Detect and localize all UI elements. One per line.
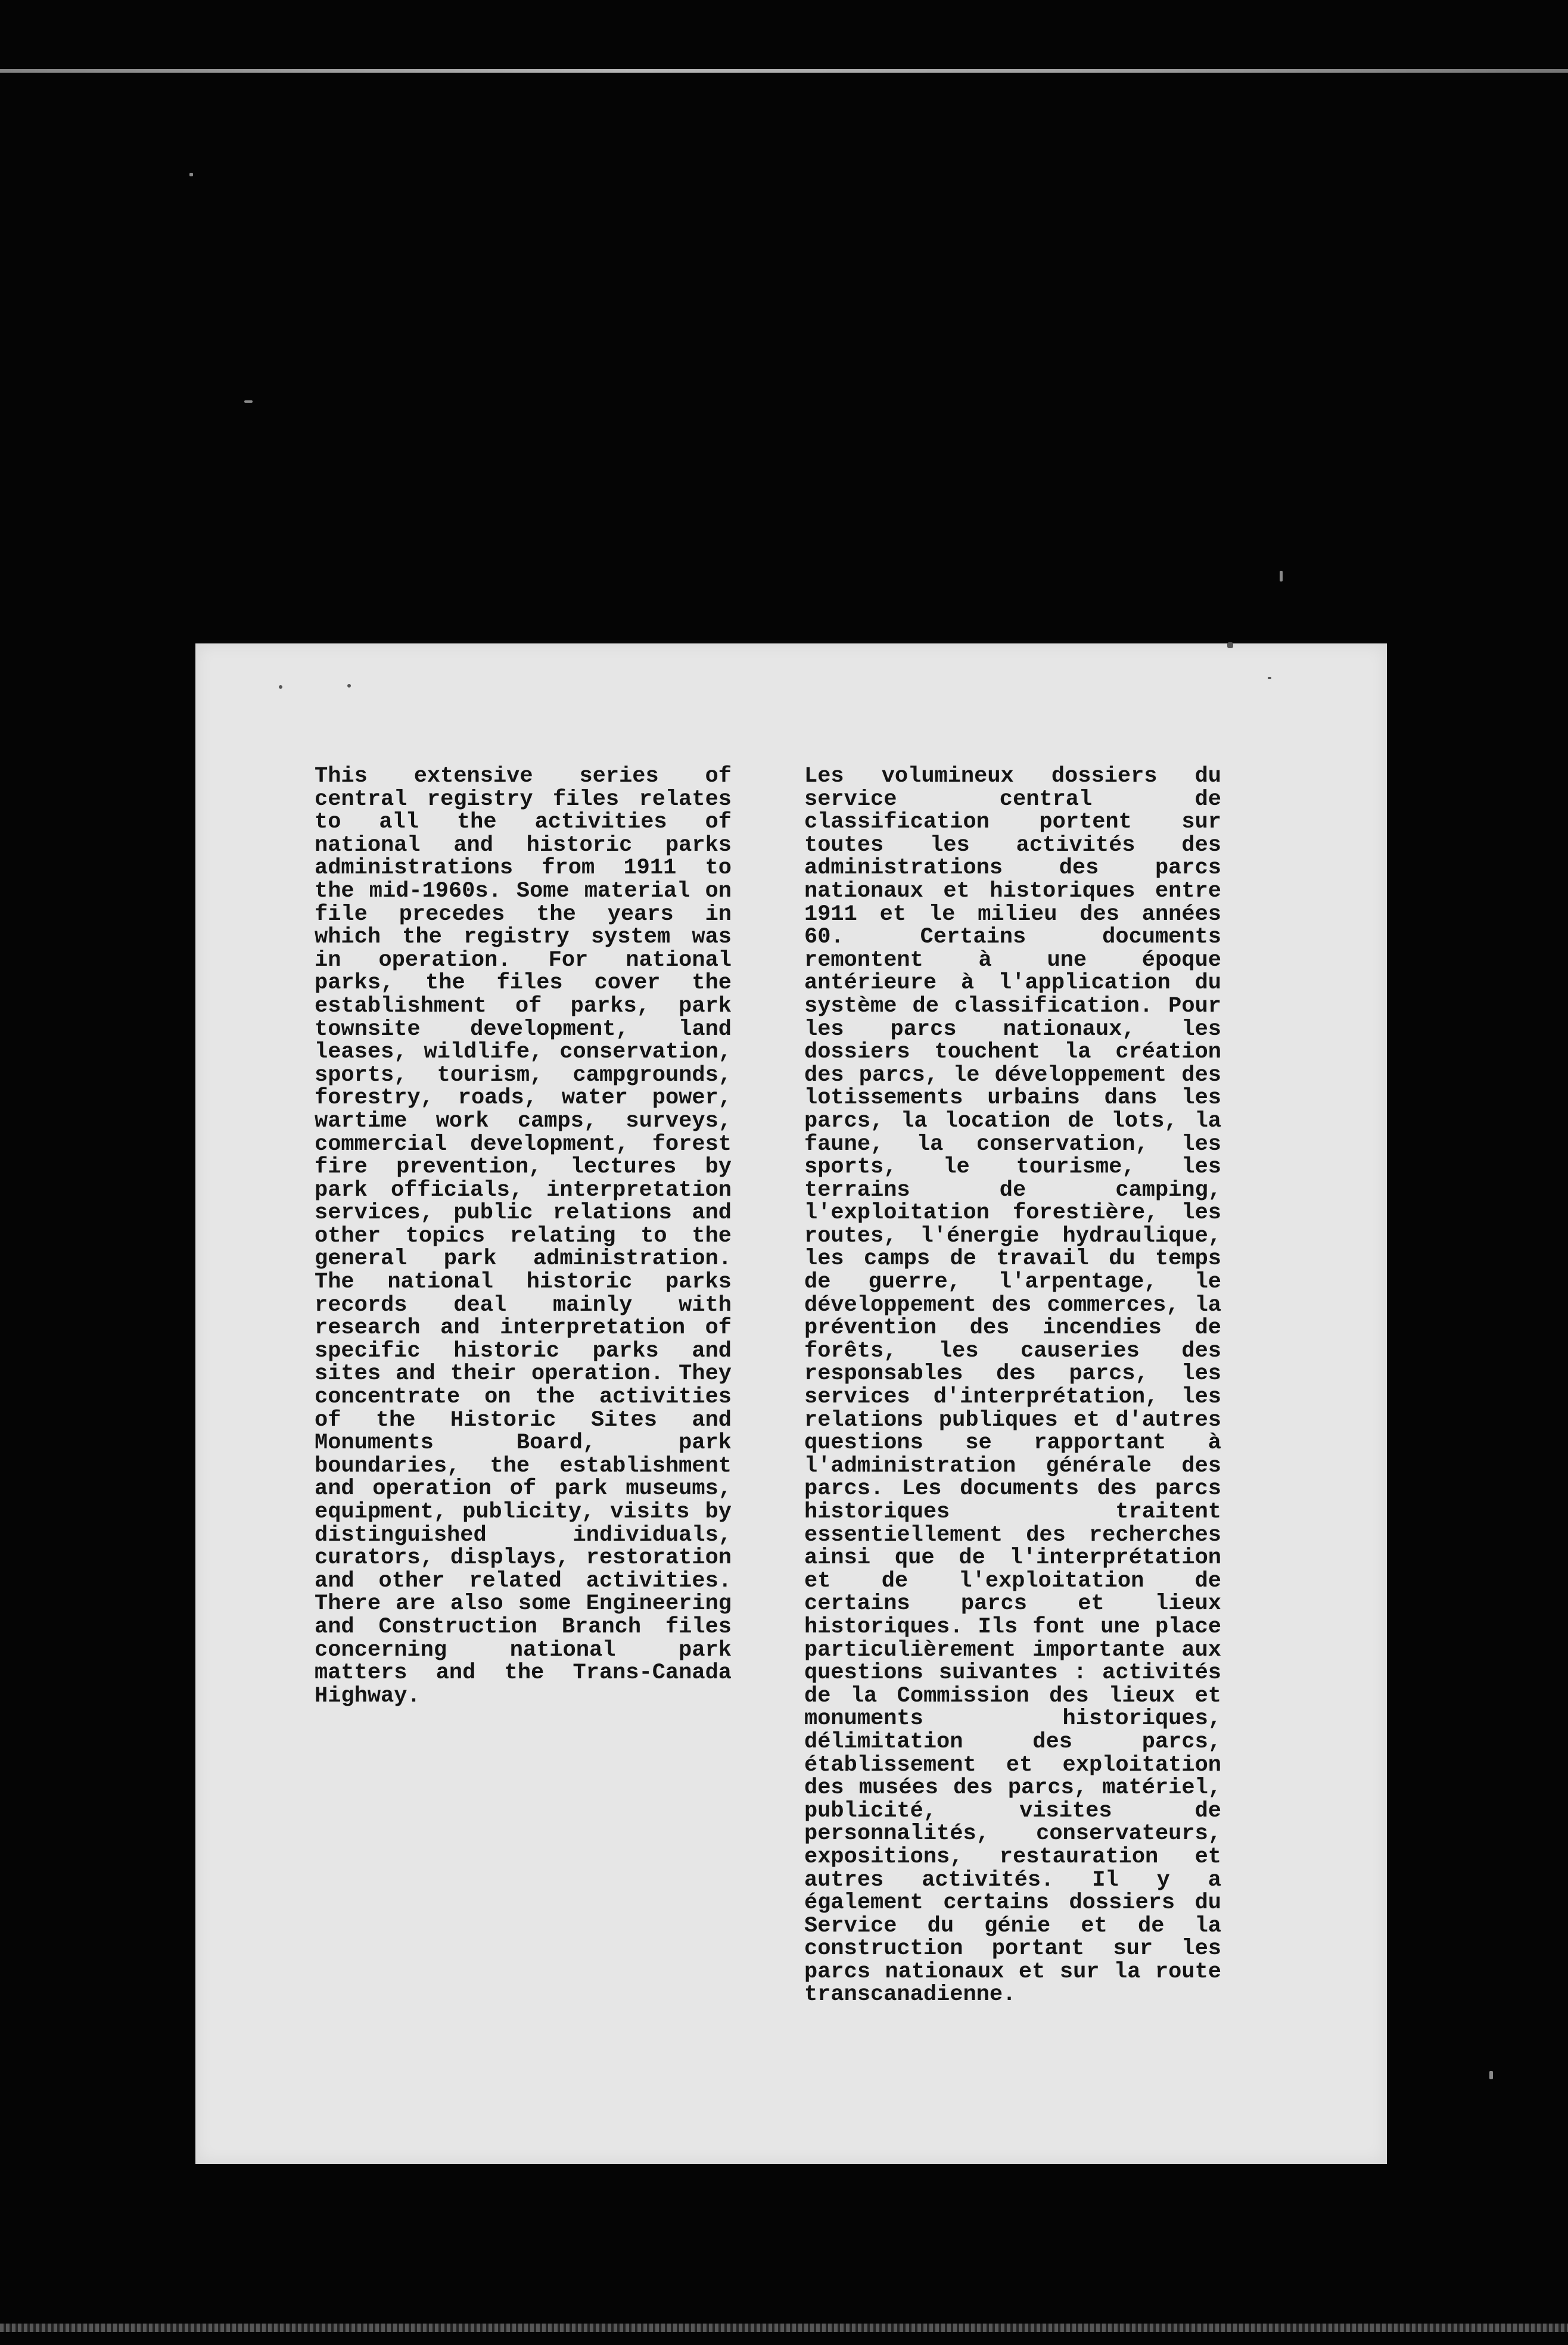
page-mark	[1268, 677, 1271, 679]
dust-speck	[1489, 2071, 1493, 2079]
english-description-column: This extensive series of central registry files relates to all the activities of national and historic parks administrations from 1911 to the mid-1960s. Some material on file precedes the years in which the registry system was in operation. For national parks, the files cover the establishment of parks, park townsite development, land leases, wildlife, conservation, sports, tourism, campgrounds, forestry, roads, water power, wartime work camps, surveys, commercial development, forest fire prevention, lectures by park officials, interpretation services, public relations and other topics relating to the general park administration. The national historic parks records deal mainly with research and interpretation of specific historic parks and sites and their operation. They concentrate on the activities of the Historic Sites and Monuments Board, park boundaries, the establishment and operation of park museums, equipment, publicity, visits by distinguished individuals, curators, displays, restoration and other related activities. There are also some Engineering and Construction Branch files concerning national park matters and the Trans-Canada Highway.	[315, 764, 732, 1709]
dust-speck	[244, 400, 253, 403]
page-mark	[279, 685, 282, 689]
dust-speck	[189, 173, 193, 176]
film-bottom-edge	[0, 2324, 1568, 2332]
french-description-column: Les volumineux dossiers du service central de classification portent sur toutes les activités des administrations des parcs nationaux et historiques entre 1911 et le milieu des années 60. Certains documents remontent à une époque antérieure à l'application du système de classification. Pour les parcs nationaux, les dossiers touchent la création des parcs, le développement des lotissements urbains dans les parcs, la location de lots, la faune, la conservation, les sports, le tourisme, les terrains de camping, l'exploitation forestière, les routes, l'énergie hydraulique, les camps de travail du temps de guerre, l'arpentage, le développement des commerces, la prévention des incendies de forêts, les causeries des responsables des parcs, les services d'interprétation, les relations publiques et d'autres questions se rapportant à l'administration générale des parcs. Les documents des parcs historiques traitent essentiellement des recherches ainsi que de l'interprétation et de l'exploitation de certains parcs et lieux historiques. Ils font une place particulièrement importante aux questions suivantes : activités de la Commission des lieux et monuments historiques, délimitation des parcs, établissement et exploitation des musées des parcs, matériel, publicité, visites de personnalités, conservateurs, expositions, restauration et autres activités. Il y a également certains dossiers du Service du génie et de la construction portant sur les parcs nationaux et sur la route transcanadienne.	[804, 764, 1221, 2008]
dust-speck	[1280, 571, 1283, 581]
page-mark	[347, 684, 351, 688]
film-top-edge	[0, 69, 1568, 73]
page-mark	[1227, 642, 1233, 648]
document-page	[195, 643, 1387, 2164]
